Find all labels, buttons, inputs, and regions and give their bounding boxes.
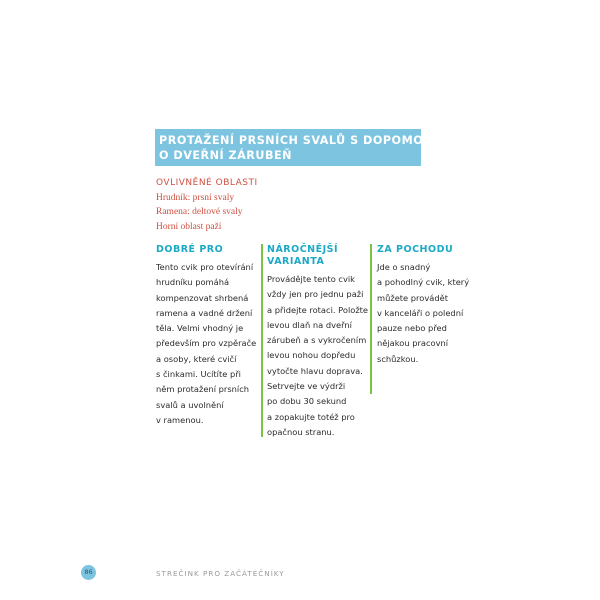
text-line: zárubeň a s vykročením <box>267 335 367 346</box>
text-line: vytočte hlavu doprava. <box>267 365 363 376</box>
text-line: a zopakujte totéž pro <box>267 411 355 422</box>
page-number-badge: 86 <box>81 565 96 580</box>
text-line: Setrvejte ve výdrži <box>267 381 346 392</box>
text-line: nějakou pracovní <box>377 338 449 349</box>
column-heading: DOBRÉ PRO <box>156 244 224 255</box>
text-line: především pro vzpěrače <box>156 338 257 349</box>
text-line: v ramenou. <box>156 414 204 425</box>
column-divider <box>261 244 263 437</box>
text-line: kompenzovat shrbená <box>156 292 249 303</box>
column-body <box>267 272 367 440</box>
text-line: svalů a uvolnění <box>156 399 224 410</box>
column-on-the-go <box>377 244 477 367</box>
text-line: opačnou stranu. <box>267 426 335 437</box>
text-line: těla. Velmi vhodný je <box>156 323 244 334</box>
text-line: schůzkou. <box>377 353 419 364</box>
text-line: vždy jen pro jednu paži <box>267 289 364 300</box>
column-body <box>156 260 256 428</box>
affected-areas-heading: OVLIVNĚNÉ OBLASTI <box>156 178 258 188</box>
affected-area-item: Ramena: deltové svaly <box>156 207 243 218</box>
running-footer-title: STREČINK PRO ZAČÁTEČNÍKY <box>156 569 285 578</box>
text-line: hrudníku pomáhá <box>156 277 230 288</box>
text-line: v kanceláři o polední <box>377 307 464 318</box>
column-divider <box>370 244 372 394</box>
column-harder-variant <box>267 244 367 440</box>
text-line: ramena a vadné držení <box>156 307 253 318</box>
text-line: Tento cvik pro otevírání <box>156 262 254 272</box>
column-body <box>377 260 477 367</box>
column-heading: NÁROČNĚJŠÍ <box>267 244 339 255</box>
text-line: s činkami. Ucítíte při <box>156 369 241 380</box>
affected-area-item: Horní oblast paží <box>156 221 222 232</box>
text-line: levou nohou dopředu <box>267 350 356 361</box>
text-line: levou dlaň na dveřní <box>267 319 352 330</box>
text-line: Jde o snadný <box>377 262 431 272</box>
text-line: pauze nebo před <box>377 323 447 334</box>
exercise-title-line-2: O DVEŘNÍ ZÁRUBEŇ <box>159 149 293 162</box>
column-good-for <box>156 244 256 428</box>
text-line: a osoby, které cvičí <box>156 353 237 364</box>
text-line: můžete provádět <box>377 292 448 303</box>
exercise-title-box <box>155 129 437 166</box>
text-line: a přidejte rotaci. Položte <box>267 304 369 315</box>
exercise-title-line-1: PROTAŽENÍ PRSNÍCH SVALŮ S DOPOMOCÍ <box>159 134 437 147</box>
text-line: a pohodlný cvik, který <box>377 277 470 288</box>
text-line: něm protažení prsních <box>156 384 250 395</box>
text-line: po dobu 30 sekund <box>267 396 347 407</box>
column-heading: VARIANTA <box>267 256 325 267</box>
column-heading: ZA POCHODU <box>377 244 454 255</box>
text-line: Provádějte tento cvik <box>267 274 355 284</box>
affected-area-item: Hrudník: prsní svaly <box>156 193 235 203</box>
affected-areas <box>156 177 258 234</box>
